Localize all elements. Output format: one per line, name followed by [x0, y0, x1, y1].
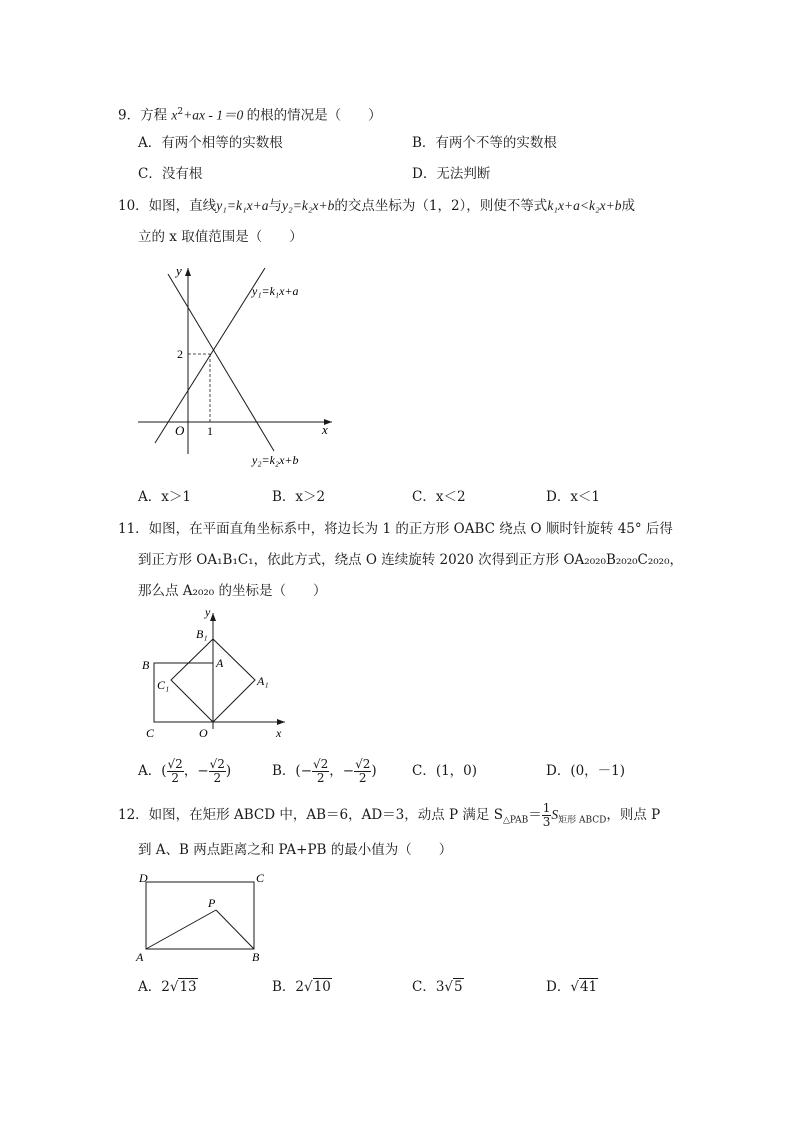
tick-1-label: 1	[207, 424, 213, 438]
q10-option-b[interactable]: B．x＞2	[272, 489, 326, 505]
q9-option-a[interactable]: A．有两个相等的实数根	[138, 135, 283, 151]
label-y2: y₂=k₂x+b	[252, 453, 299, 467]
origin-label: O	[199, 726, 208, 740]
point-a-label: A	[216, 656, 224, 670]
point-b-label: B	[252, 950, 260, 964]
point-d-label: D	[139, 871, 148, 885]
label-y1: y₁=k₁x+a	[252, 284, 299, 298]
point-c-label: C	[146, 726, 155, 740]
point-a-label: A	[136, 950, 144, 964]
q12-figure	[132, 868, 272, 968]
q10-stem-line1: 10．如图，直线y₁=k₁x+a与y₂=k₂x+b的交点坐标为（1，2），则使不等式k₁x+a<k₂x+b成	[118, 198, 635, 214]
q10-option-c[interactable]: C．x＜2	[412, 489, 466, 505]
y-axis-arrow-icon	[210, 613, 216, 621]
q12-option-d[interactable]: D．√41	[546, 979, 598, 995]
y-label: y	[205, 605, 211, 619]
point-a1-label: A₁	[257, 674, 269, 688]
q9-stem: 9．方程 $x^2+ax - 1=0$ 的根的情况是（ ）	[118, 107, 382, 124]
tick-2-label: 2	[177, 347, 183, 361]
q12-stem-line1: 12．如图，在矩形 ABCD 中，AB＝6，AD＝3，动点 P 满足 $S_{\triangle PAB}=$ $\frac{1}{3}$ $S_{矩形 ABCD}$，则点 P	[118, 801, 661, 829]
x-label: x	[276, 726, 282, 740]
q10-stem-line2: 立的 x 取值范围是（ ）	[138, 229, 303, 245]
point-b-label: B	[142, 658, 150, 672]
q11-option-b[interactable]: B．(− $\frac{√2}{2}$ ，− $\frac{√2}{2}$ )	[272, 757, 377, 785]
point-c-label: C	[256, 871, 265, 885]
q10-option-d[interactable]: D．x＜1	[546, 489, 601, 505]
q10-figure	[130, 258, 350, 473]
q11-option-c[interactable]: C．(1，0)	[412, 763, 478, 779]
q12-option-a[interactable]: A．2√13	[138, 979, 197, 995]
q11-option-d[interactable]: D．(0，－1)	[546, 763, 626, 779]
origin-label: O	[175, 423, 185, 438]
q10-option-a[interactable]: A．x＞1	[138, 489, 191, 505]
rectangle-abcd	[146, 882, 254, 949]
q9-option-c[interactable]: C．没有根	[138, 166, 203, 182]
segment-pb	[216, 910, 254, 949]
q11-stem-line1: 11．如图，在平面直角坐标系中，将边长为 1 的正方形 OABC 绕点 O 顺时针旋转 45° 后得	[118, 521, 673, 537]
y-label: y	[176, 263, 182, 278]
q11-figure	[135, 603, 300, 743]
x-label: x	[322, 422, 328, 437]
q11-stem-line3: 那么点 A₂₀₂₀ 的坐标是（ ）	[138, 583, 327, 599]
point-b1-label: B₁	[196, 627, 208, 641]
q12-option-b[interactable]: B．2√10	[272, 979, 331, 995]
q9-option-d[interactable]: D．无法判断	[412, 166, 491, 182]
y-axis-arrow-icon	[185, 268, 191, 276]
q11-stem-line2: 到正方形 OA₁B₁C₁，依此方式，绕点 O 连续旋转 2020 次得到正方形 OA₂₀₂₀B₂₀₂₀C₂₀₂₀，	[138, 552, 683, 568]
q12-stem-line2: 到 A、B 两点距离之和 PA+PB 的最小值为（ ）	[138, 842, 453, 858]
q12-option-c[interactable]: C．3√5	[412, 979, 463, 995]
point-p-label: P	[208, 896, 216, 910]
q9-option-b[interactable]: B．有两个不等的实数根	[412, 135, 557, 151]
x-axis-arrow-icon	[277, 719, 285, 725]
segment-pa	[146, 910, 216, 949]
q11-option-a[interactable]: A．( $\frac{√2}{2}$ ，− $\frac{√2}{2}$ )	[138, 757, 232, 785]
point-c1-label: C₁	[157, 678, 170, 692]
